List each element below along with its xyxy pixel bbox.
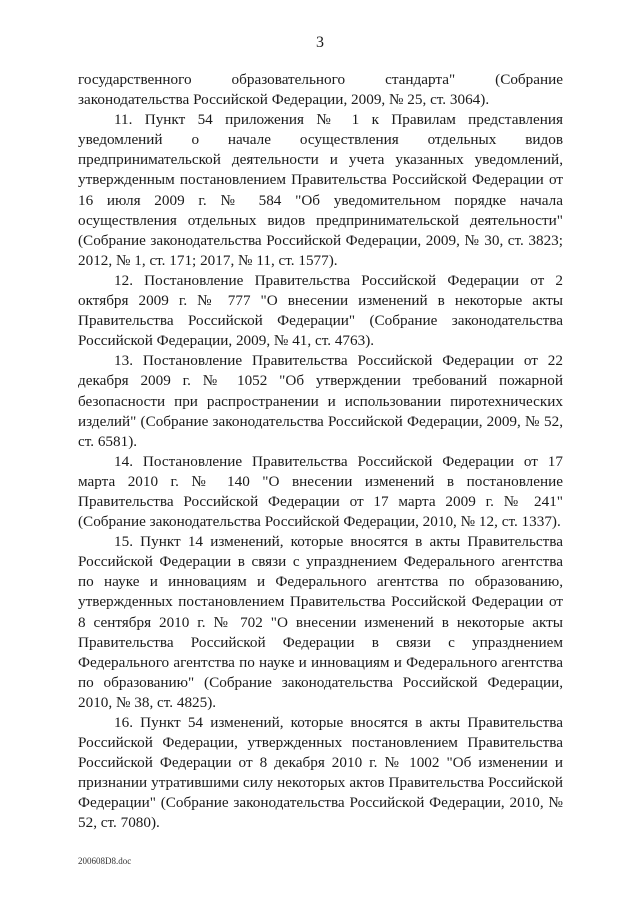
document-file-code: 200608D8.doc [78, 856, 132, 866]
paragraph-item-14: 14. Постановление Правительства Российской Федерации от 17 марта 2010 г. № 140 "О внесении изменений в постановление Правительства Российской Федерации от 17 марта 2009 г. № 241" (Собрание законодательства Российской Федерации, 2010, № 12, ст. 1337). [78, 452, 563, 531]
paragraph-item-15: 15. Пункт 14 изменений, которые вносятся в акты Правительства Российской Федерации в связи с упразднением Федерального агентства по науке и инновациям и Федерального агентства по образованию, утвержденных постановлением Правительства Российской Федерации от 8 сентября 2010 г. № 702 "О внесении изменений в некоторые акты Правительства Российской Федерации в связи с упразднением Федерального агентства по науке и инновациям и Федерального агентства по образованию" (Собрание законодательства Российской Федерации, 2010, № 38, ст. 4825). [78, 533, 563, 711]
paragraph-item-13: 13. Постановление Правительства Российской Федерации от 22 декабря 2009 г. № 1052 "Об утверждении требований пожарной безопасности при распространении и использовании пиротехнических изделий" (Собрание законодательства Российской Федерации, 2009, № 52, ст. 6581). [78, 352, 563, 450]
paragraph-item-12: 12. Постановление Правительства Российской Федерации от 2 октября 2009 г. № 777 "О внесении изменений в некоторые акты Правительства Российской Федерации" (Собрание законодательства Российской Федерации, 2009, № 41, ст. 4763). [78, 271, 563, 350]
paragraph-item-11: 11. Пункт 54 приложения № 1 к Правилам представления уведомлений о начале осуществления отдельных видов предпринимательской деятельности и учета указанных уведомлений, утвержденным постановлением Правительства Российской Федерации от 16 июля 2009 г. № 584 "Об уведомительном порядке начала осуществления отдельных видов предпринимательской деятельности" (Собрание законодательства Российской Федерации, 2009, № 30, ст. 3823; 2012, № 1, ст. 171; 2017, № 11, ст. 1577). [78, 111, 563, 269]
paragraph-item-16: 16. Пункт 54 изменений, которые вносятся в акты Правительства Российской Федерации, утвержденных постановлением Правительства Российской Федерации от 8 декабря 2010 г. № 1002 "Об изменении и признании утратившими силу некоторых актов Правительства Российской Федерации" (Собрание законодательства Российской Федерации, 2010, № 52, ст. 7080). [78, 714, 563, 832]
page-number: 3 [316, 34, 324, 51]
paragraph-continuation: государственного образовательного стандарта" (Собрание законодательства Российской Федерации, 2009, № 25, ст. 3064). [78, 71, 563, 109]
document-body [78, 70, 563, 834]
